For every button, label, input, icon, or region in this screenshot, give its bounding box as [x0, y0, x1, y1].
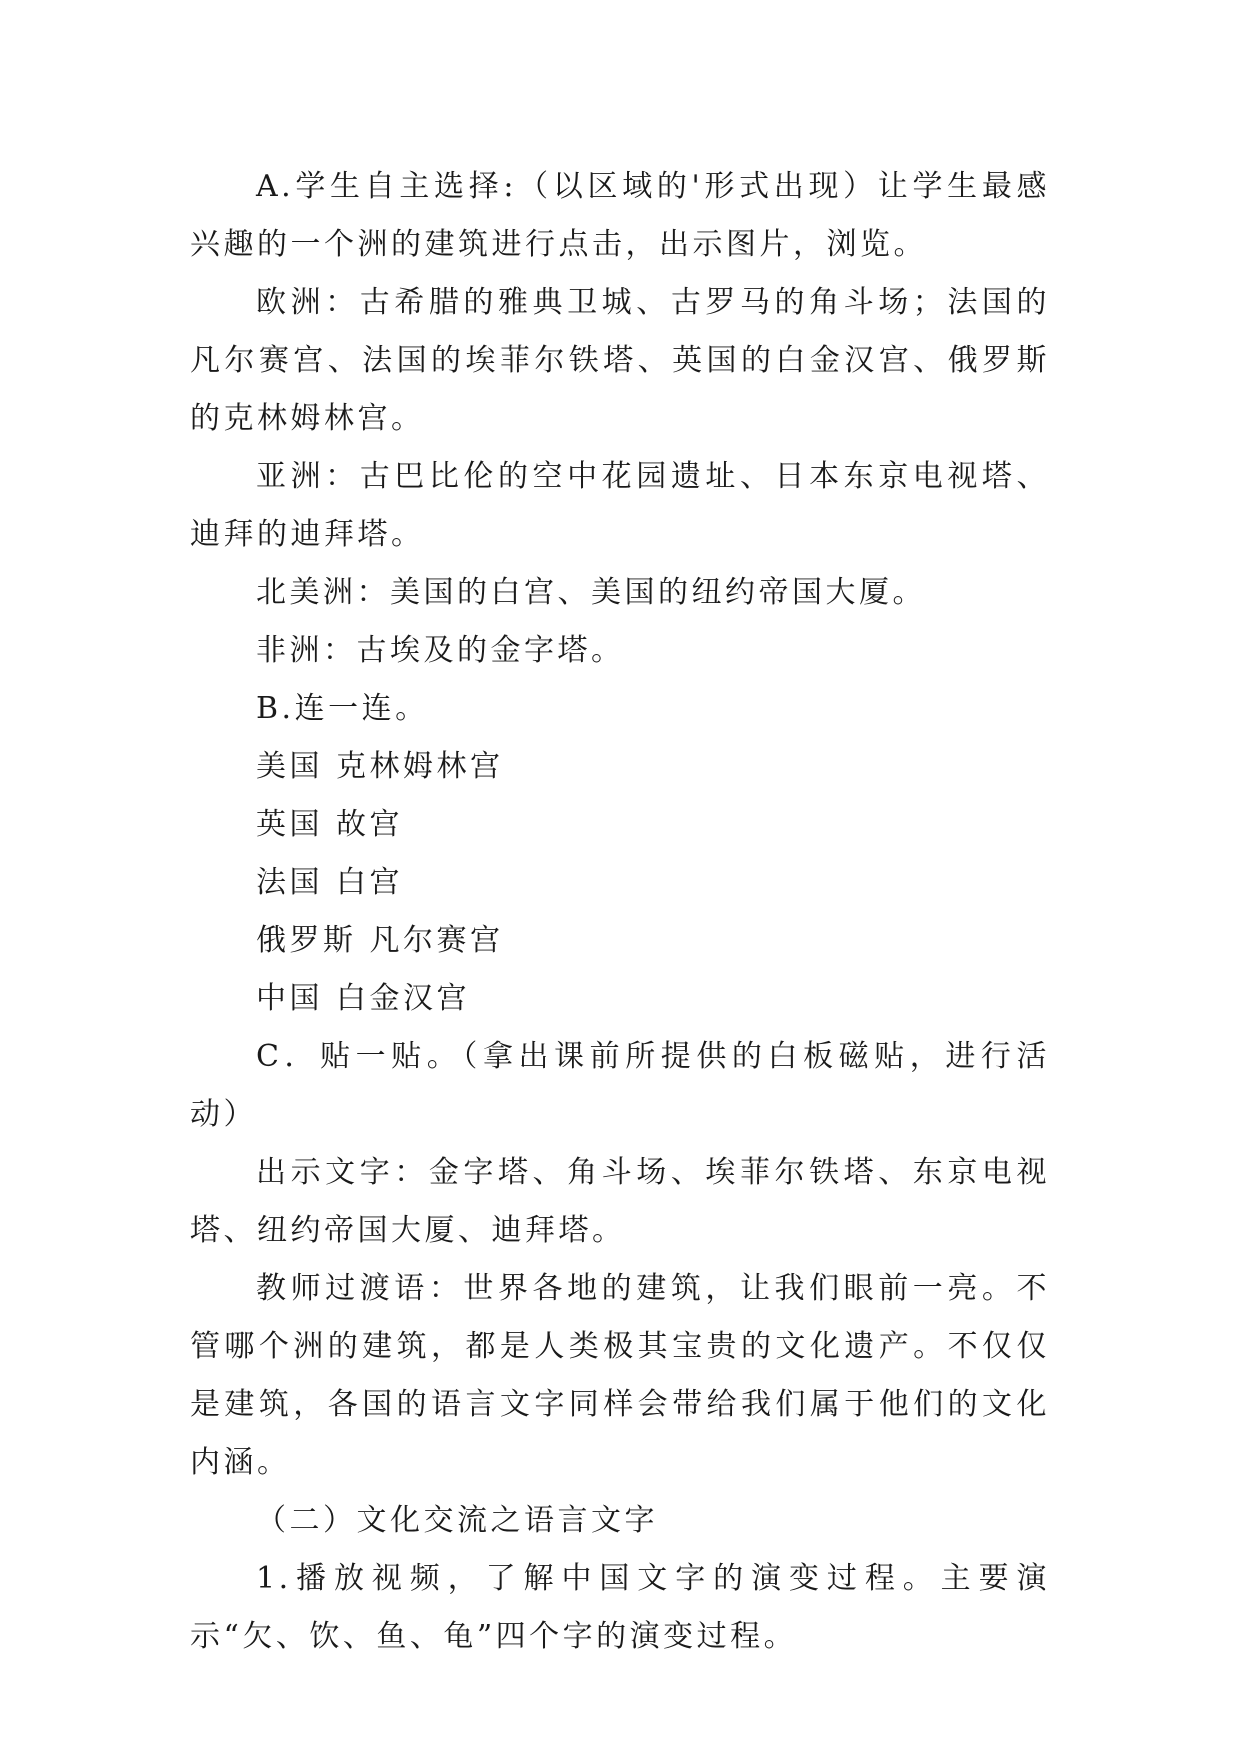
- paragraph-video-evolution: 1.播放视频，了解中国文字的演变过程。主要演示“欠、饮、鱼、龟”四个字的演变过程。: [190, 1561, 1050, 1654]
- paragraph-europe: 欧洲：古希腊的雅典卫城、古罗马的角斗场；法国的凡尔赛宫、法国的埃菲尔铁塔、英国的白金汉宫、俄罗斯的克林姆林宫。: [190, 285, 1050, 436]
- document-body: [190, 158, 1050, 1666]
- section-heading-language: （二）文化交流之语言文字: [256, 1503, 658, 1538]
- paragraph-teacher-transition: 教师过渡语：世界各地的建筑，让我们眼前一亮。不管哪个洲的建筑，都是人类极其宝贵的文化遗产。不仅仅是建筑，各国的语言文字同样会带给我们属于他们的文化内涵。: [190, 1271, 1050, 1480]
- paragraph-choose-continent: A.学生自主选择:（以区域的'形式出现）让学生最感兴趣的一个洲的建筑进行点击，出示图片，浏览。: [190, 169, 1050, 262]
- match-row-russia: 俄罗斯 凡尔赛宫: [256, 923, 504, 958]
- match-row-china: 中国 白金汉宫: [256, 981, 471, 1016]
- paragraph-north-america: 北美洲：美国的白宫、美国的纽约帝国大厦。: [256, 575, 926, 610]
- paragraph-stick-activity: C．贴一贴。（拿出课前所提供的白板磁贴，进行活动）: [190, 1039, 1050, 1132]
- paragraph-asia: 亚洲：古巴比伦的空中花园遗址、日本东京电视塔、迪拜的迪拜塔。: [190, 459, 1050, 552]
- paragraph-africa: 非洲：古埃及的金字塔。: [256, 633, 625, 668]
- match-row-usa: 美国 克林姆林宫: [256, 749, 504, 784]
- paragraph-show-words: 出示文字：金字塔、角斗场、埃菲尔铁塔、东京电视塔、纽约帝国大厦、迪拜塔。: [190, 1155, 1050, 1248]
- paragraph-match-heading: B.连一连。: [256, 691, 429, 726]
- match-row-uk: 英国 故宫: [256, 807, 404, 842]
- match-row-france: 法国 白宫: [256, 865, 404, 900]
